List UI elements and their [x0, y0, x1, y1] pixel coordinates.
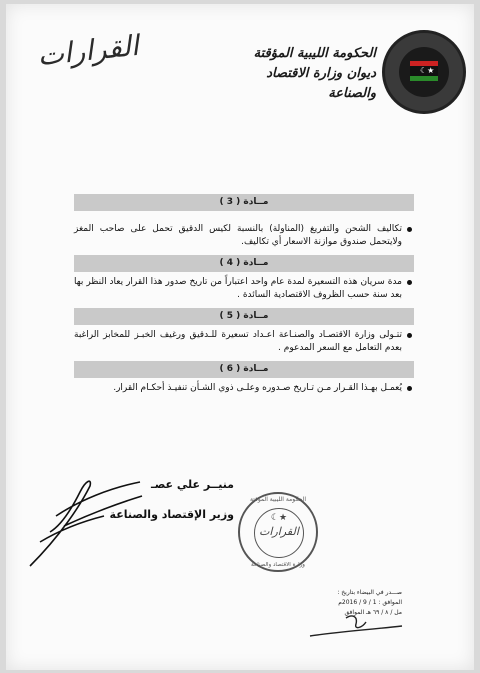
article-text: يُعمـل بهـذا القـرار مـن تـاريخ صـدوره وعلـى ذوي الشـأن تنفيـذ أحكـام القرار. [74, 382, 414, 395]
article-text: مدة سريان هذه التسعيرة لمدة عام واحد اعتباراً من تاريخ صدور هذا القرار يعاد النظر بها بعد سنة حسب الظروف الاقتصادية السائدة . [74, 276, 414, 302]
stamp-center-text: القرارات [259, 525, 299, 538]
article-text: تكاليف الشحن والتفريغ (المناولة) بالنسبة لكيس الدقيق تحمل على صاحب المغز ولايتحمل صندوق موازنة الاسعار أي تكاليف. [74, 223, 414, 249]
articles-section [74, 194, 414, 401]
government-emblem [382, 30, 466, 114]
decisions-title: القرارات [35, 28, 141, 73]
stamp-inner-ring [254, 508, 304, 558]
crescent-star-icon: ☾★ [270, 513, 288, 523]
official-stamp [238, 492, 318, 572]
issue-date-hijri: مل / ٨ / ٦٩ هـ الموافق [344, 609, 402, 616]
libya-flag-emblem-icon [399, 47, 449, 97]
issue-date: الموافق : 1 / 9 / 2016م [338, 599, 402, 606]
handwritten-signature [20, 466, 150, 576]
article-heading: مــادة ( 5 ) [74, 308, 414, 325]
document-page [6, 4, 474, 670]
stamp-ring-top: الحكومة الليبية المؤقتة [249, 496, 307, 503]
government-name: الحكومة الليبية المؤقتة [253, 46, 376, 61]
issue-place: صـــدر في البيضاء بتاريخ : [337, 589, 402, 596]
article-heading: مــادة ( 6 ) [74, 361, 414, 378]
handwritten-initials [306, 608, 406, 644]
article-text: تتـولى وزارة الاقتصـاد والصنـاعة اعـداد تسعيرة للـدقيق ورغيف الخبـز للمخابز الراغبة بعدم التعامل مع السعر المدعوم . [74, 329, 414, 355]
article-heading: مــادة ( 4 ) [74, 255, 414, 272]
stamp-ring-bottom: وزارة الاقتصاد والصناعة [251, 562, 305, 568]
signatory-name: منيــر علي عصـ [150, 478, 234, 491]
libya-flag-icon: ☾★ [410, 61, 438, 81]
ministry-name: ديوان وزارة الاقتصاد والصناعة [266, 66, 376, 101]
signatory-title: وزير الإقتصاد والصناعة [109, 508, 234, 521]
letterhead [236, 44, 376, 104]
article-heading: مــادة ( 3 ) [74, 194, 414, 211]
